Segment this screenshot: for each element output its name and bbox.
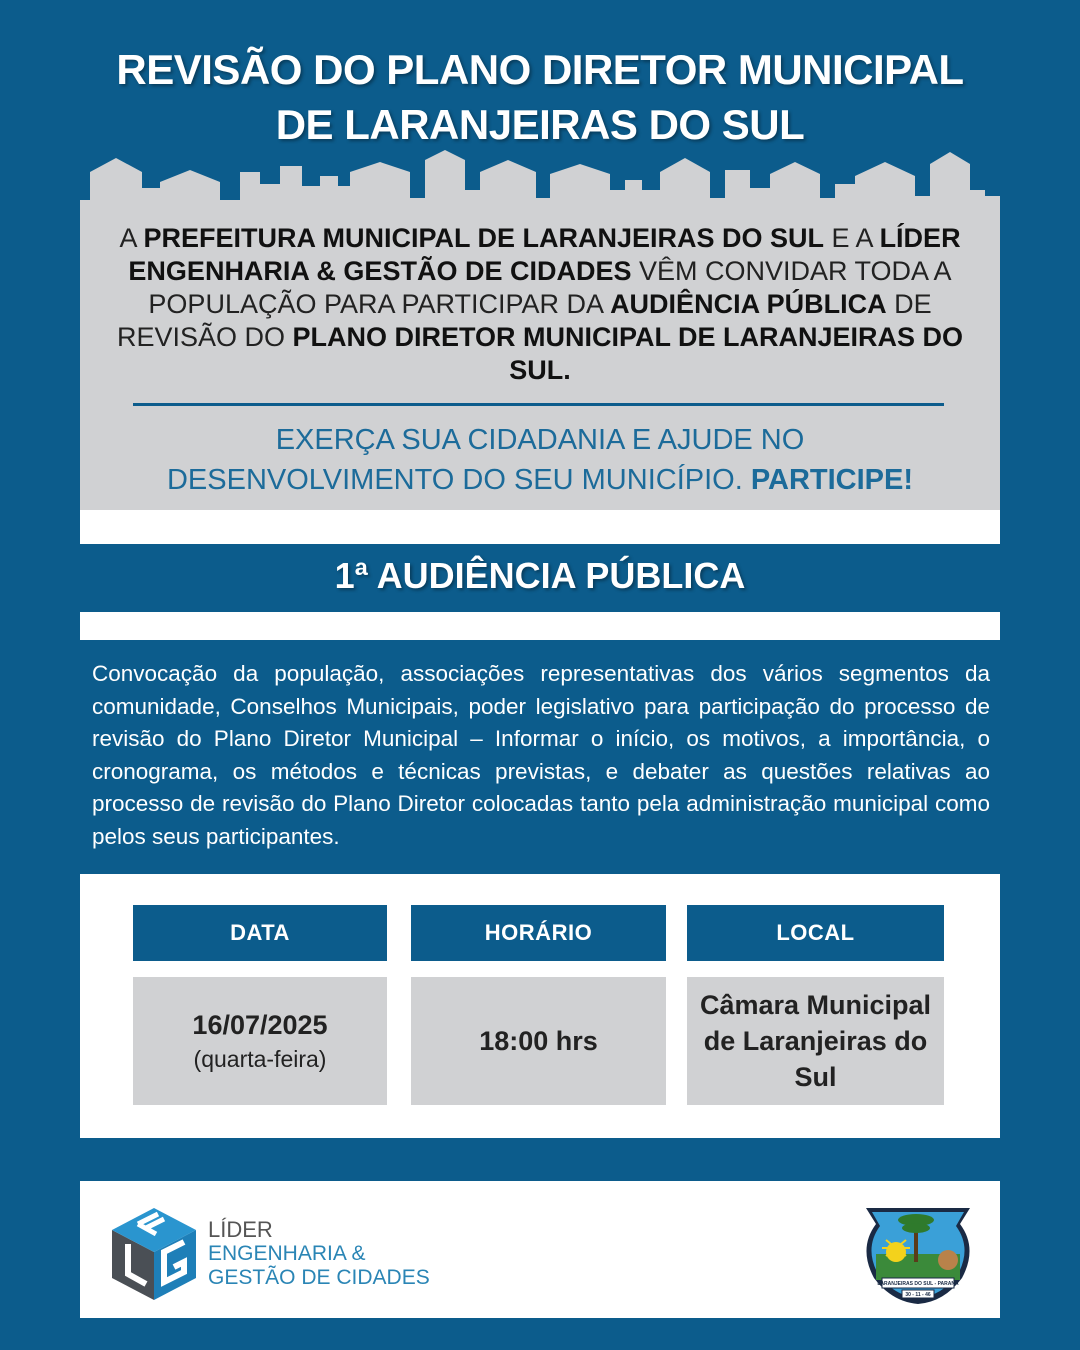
municipal-coat-of-arms-icon — [856, 1202, 980, 1306]
crest-banner-text: LARANJEIRAS DO SUL - PARANÁ — [877, 1281, 959, 1287]
date-value: 16/07/2025 — [192, 1010, 328, 1040]
audience-title: 1ª AUDIÊNCIA PÚBLICA — [334, 555, 746, 596]
intro-prefeitura: PREFEITURA MUNICIPAL DE LARANJEIRAS DO SUL — [143, 223, 825, 253]
lider-logo-line-3: GESTÃO DE CIDADES — [208, 1266, 430, 1289]
place-header: LOCAL — [687, 905, 944, 961]
divider-line — [133, 403, 944, 406]
intro-text-1: A — [119, 223, 144, 253]
lider-logo-line-2: ENGENHARIA & — [208, 1242, 366, 1265]
date-cell — [133, 977, 387, 1105]
date-header: DATA — [133, 905, 387, 961]
time-column — [411, 905, 666, 1105]
page-title — [80, 42, 1000, 152]
cta-line-1: EXERÇA SUA CIDADANIA E AJUDE NO — [275, 424, 805, 456]
title-line-2: DE LARANJEIRAS DO SUL — [275, 101, 805, 148]
date-weekday: (quarta-feira) — [193, 1046, 327, 1072]
time-header: HORÁRIO — [411, 905, 666, 961]
call-to-action — [100, 420, 980, 500]
lider-logo-icon — [108, 1204, 200, 1304]
intro-text-4: DE REVISÃO DO — [116, 289, 932, 352]
time-value: 18:00 hrs — [479, 1026, 598, 1056]
intro-text-3: VÊM CONVIDAR TODA A POPULAÇÃO PARA PARTICIPAR DA — [148, 256, 952, 319]
intro-plano: PLANO DIRETOR MUNICIPAL DE LARANJEIRAS DO SUL. — [292, 322, 964, 385]
invitation-text — [100, 222, 980, 387]
intro-lider: LÍDER ENGENHARIA & GESTÃO DE CIDADES — [128, 223, 961, 286]
title-line-1: REVISÃO DO PLANO DIRETOR MUNICIPAL — [116, 46, 964, 93]
time-cell — [411, 977, 666, 1105]
white-separator-bottom — [80, 612, 1000, 640]
white-separator-top — [80, 510, 1000, 544]
crest-date-text: 30 - 11 - 46 — [905, 1292, 931, 1298]
place-cell — [687, 977, 944, 1105]
cta-emphasis: PARTICIPE! — [750, 464, 914, 496]
intro-text-2: E A — [824, 223, 880, 253]
place-column — [687, 905, 944, 1105]
cta-line-2: DESENVOLVIMENTO DO SEU MUNICÍPIO. — [166, 464, 751, 496]
date-column — [133, 905, 387, 1105]
audience-description: Convocação da população, associações representativas dos vários segmentos da comunidade, Conselhos Municipais, poder legislativo para participação do processo de revisão do Plano Diretor Municipal – Informar o início, os motivos, a importância, o cronograma, os métodos e técnicas previstas, e debater as questões relativas ao processo de revisão do Plano Diretor colocadas tanto pela administração municipal como pelos seus participantes. — [92, 661, 990, 849]
lider-logo-line-1: LÍDER — [208, 1217, 273, 1242]
place-value: Câmara Municipal de Laranjeiras do Sul — [699, 990, 932, 1092]
intro-audiencia: AUDIÊNCIA PÚBLICA — [610, 289, 887, 319]
